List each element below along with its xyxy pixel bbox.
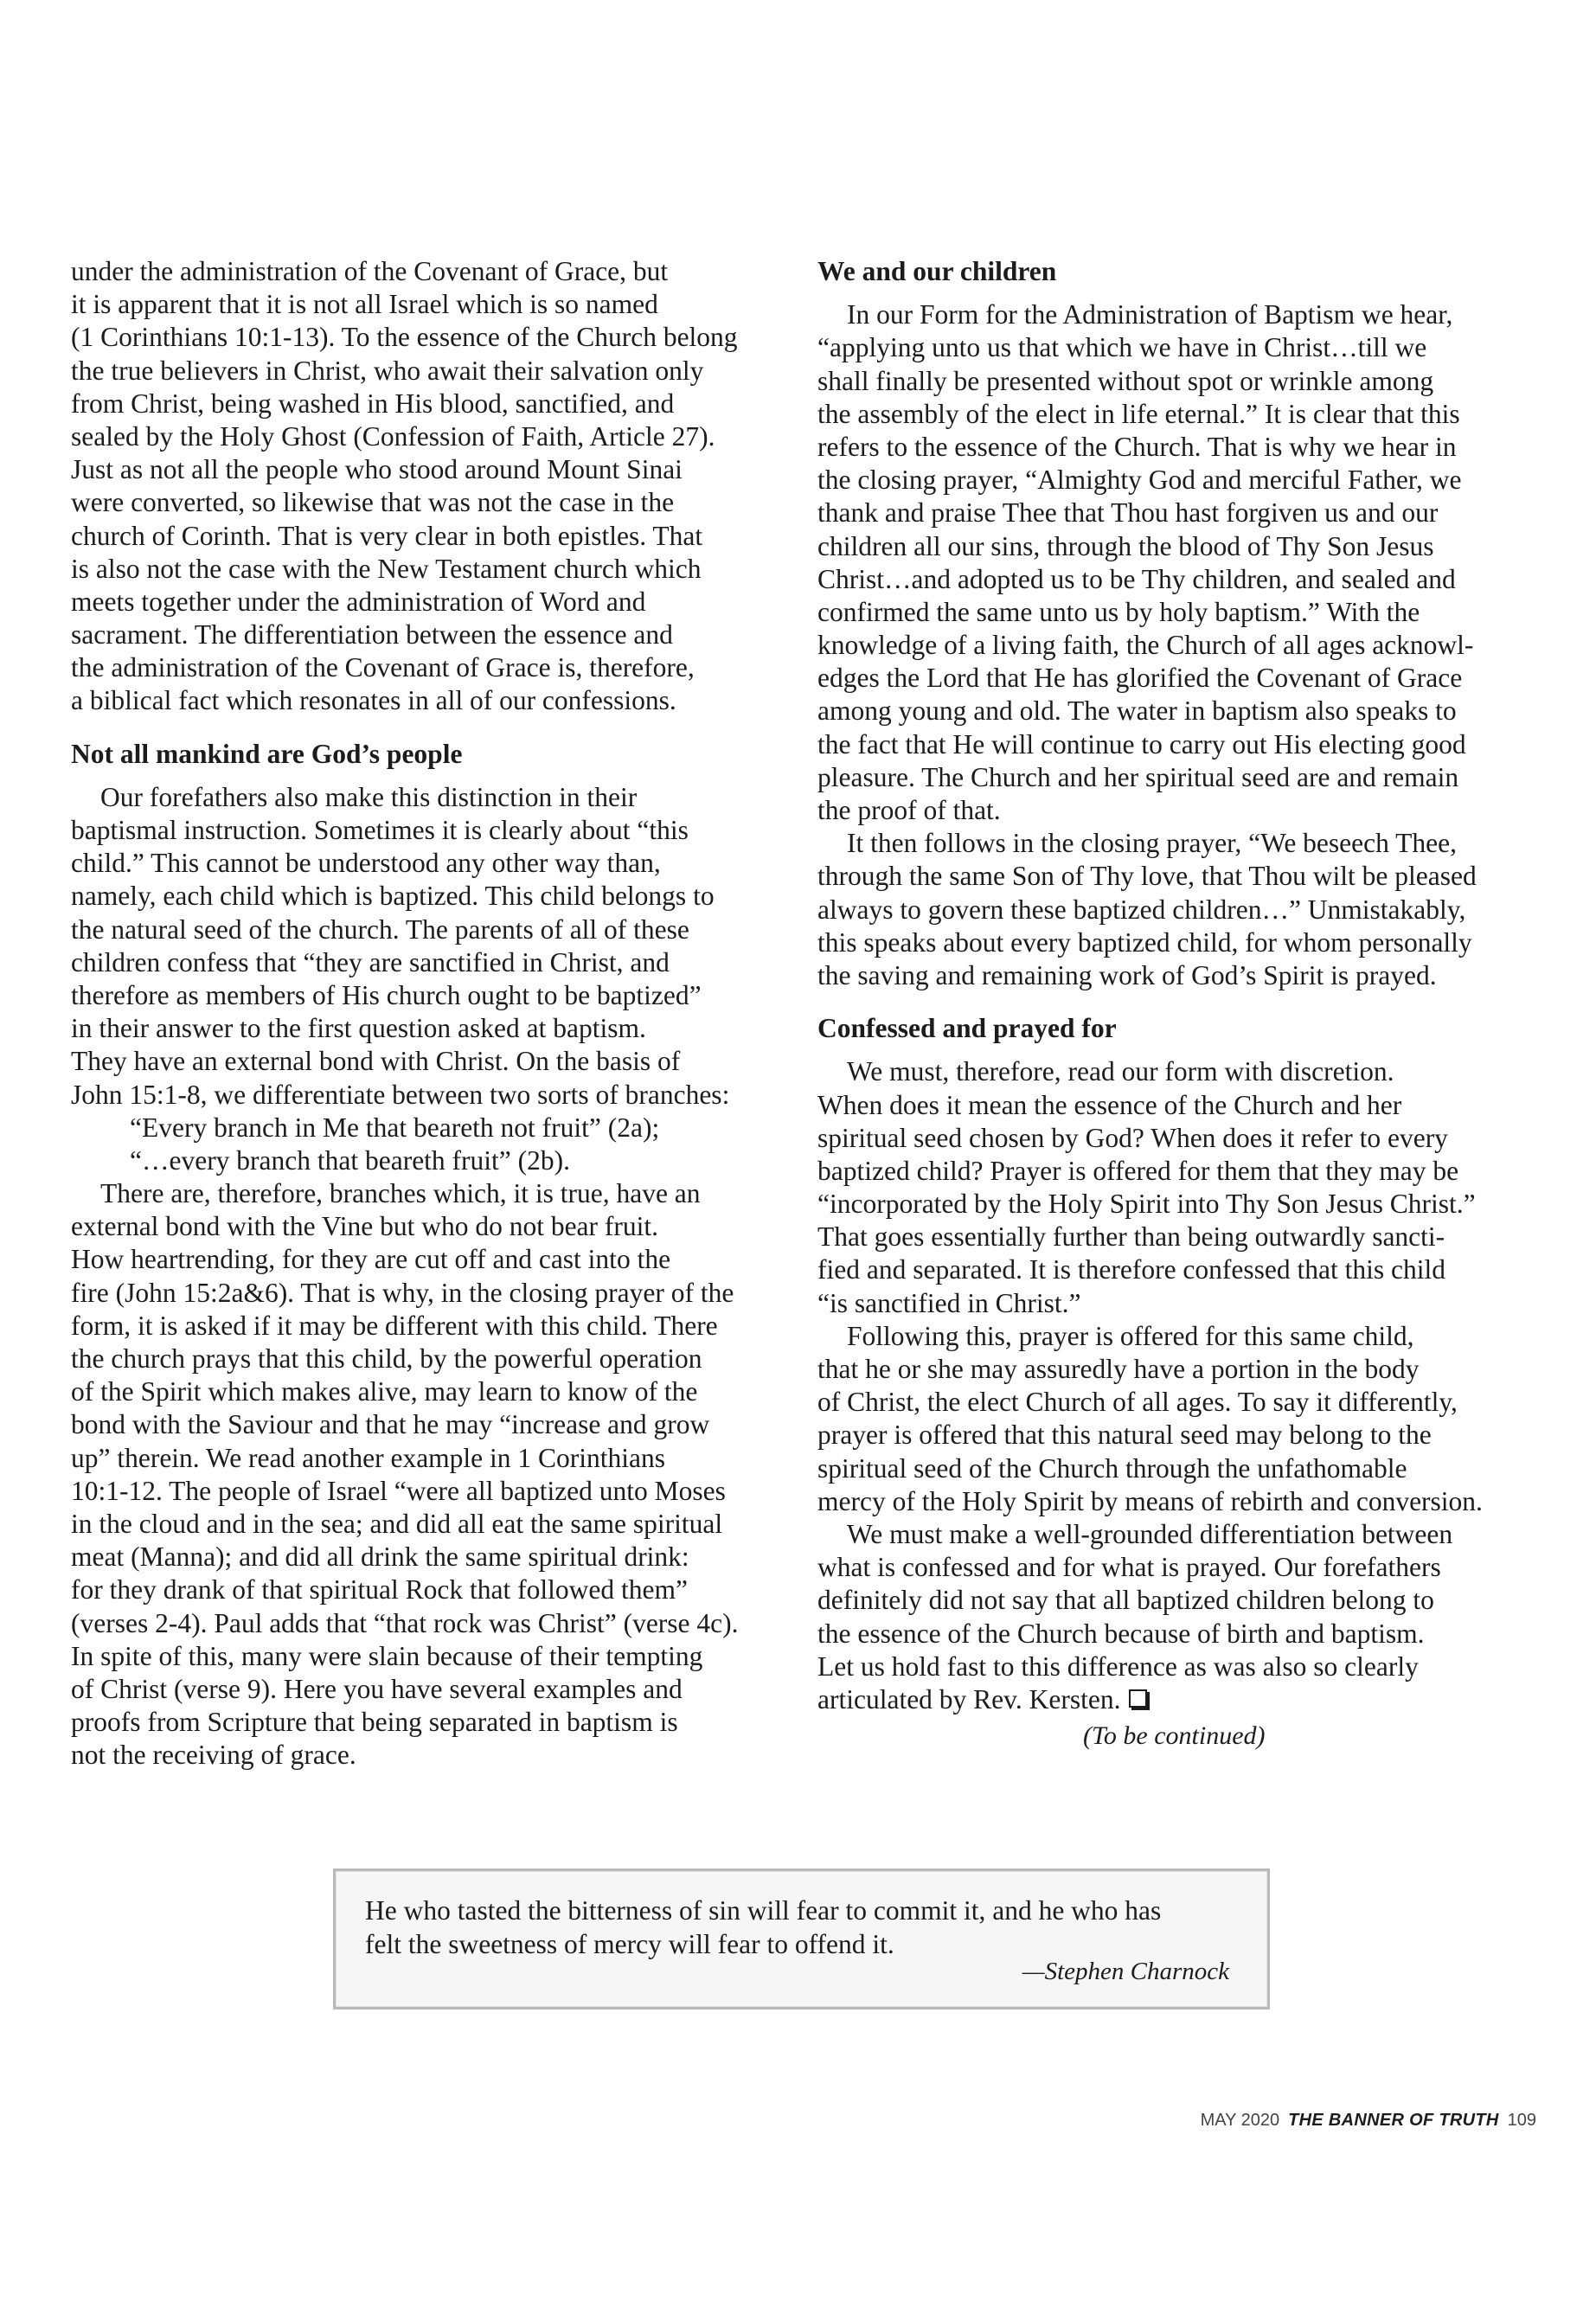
- text-line: children confess that “they are sanctified in Christ, and: [71, 946, 670, 977]
- text-line: baptismal instruction. Sometimes it is clearly about “this: [71, 815, 689, 845]
- text-line: confirmed the same unto us by holy baptism.” With the: [817, 596, 1420, 627]
- text-line: Christ…and adopted us to be Thy children, and sealed and: [817, 563, 1456, 594]
- text-line: meets together under the administration of Word and: [71, 586, 646, 617]
- text-line: knowledge of a living faith, the Church of all ages acknowl-: [817, 630, 1474, 661]
- to-be-continued: (To be continued): [1083, 1721, 1266, 1751]
- text-line: spiritual seed of the Church through the unfathomable: [817, 1452, 1407, 1484]
- text-line: the church prays that this child, by the powerful operation: [71, 1343, 702, 1374]
- text-line: baptized child? Prayer is offered for them that they may be: [817, 1155, 1459, 1186]
- text-line: the essence of the Church because of birth and baptism.: [817, 1618, 1425, 1649]
- text-line: shall finally be presented without spot or wrinkle among: [817, 365, 1434, 396]
- paragraph: [817, 827, 1535, 992]
- page-number: 109: [1507, 2111, 1536, 2130]
- text-line: definitely did not say that all baptized children belong to: [817, 1585, 1434, 1616]
- text-line: the true believers in Christ, who await their salvation only: [71, 355, 704, 386]
- publication-title: THE BANNER OF TRUTH: [1288, 2111, 1499, 2130]
- text-line: the saving and remaining work of God’s Spirit is prayed.: [817, 959, 1437, 990]
- text-line: When does it mean the essence of the Church and her: [817, 1089, 1402, 1120]
- text-line: among young and old. The water in baptism also speaks to: [817, 695, 1457, 727]
- text-line: proofs from Scripture that being separated in baptism is: [71, 1707, 678, 1738]
- end-of-article-icon: [1129, 1689, 1147, 1708]
- text-line: is also not the case with the New Testament church which: [71, 553, 702, 584]
- text-line: mercy of the Holy Spirit by means of rebirth and conversion.: [817, 1485, 1483, 1516]
- text-line: through the same Son of Thy love, that Thou wilt be pleased: [817, 861, 1477, 892]
- text-line: children all our sins, through the blood of Thy Son Jesus: [817, 530, 1434, 561]
- text-line: In spite of this, many were slain because of their tempting: [71, 1640, 703, 1671]
- paragraph: [71, 1177, 780, 1772]
- text-line-last: [817, 1683, 1535, 1716]
- text-line: it is apparent that it is not all Israel which is so named: [71, 289, 658, 320]
- text-line: meat (Manna); and did all drink the same spiritual drink:: [71, 1541, 689, 1573]
- text-line: edges the Lord that He has glorified the Covenant of Grace: [817, 663, 1463, 694]
- paragraph: [71, 255, 780, 718]
- text-line: How heartrending, for they are cut off and cast into the: [71, 1244, 671, 1275]
- paragraph: [817, 298, 1535, 827]
- text-line: in the cloud and in the sea; and did all eat the same spiritual: [71, 1508, 723, 1539]
- text-line: They have an external bond with Christ. On the basis of: [71, 1046, 681, 1077]
- text-line: form, it is asked if it may be different with this child. There: [71, 1310, 718, 1341]
- text-line: not the receiving of grace.: [71, 1740, 356, 1771]
- text-line: Let us hold fast to this difference as was also so clearly: [817, 1650, 1419, 1682]
- text-line: for they drank of that spiritual Rock that followed them”: [71, 1574, 688, 1606]
- text-line: the fact that He will continue to carry out His electing good: [817, 728, 1466, 760]
- text-line: (1 Corinthians 10:1-13). To the essence of the Church belong: [71, 322, 738, 353]
- text-span: articulated by Rev. Kersten.: [817, 1683, 1121, 1715]
- quote-line: “Every branch in Me that beareth not fruit” (2a);: [130, 1112, 660, 1143]
- text-line: sacrament. The differentiation between the essence and: [71, 619, 673, 651]
- text-line: church of Corinth. That is very clear in both epistles. That: [71, 520, 703, 551]
- text-line: It then follows in the closing prayer, “We beseech Thee,: [847, 828, 1457, 859]
- text-line: prayer is offered that this natural seed may belong to the: [817, 1420, 1432, 1451]
- text-line: There are, therefore, branches which, it is true, have an: [100, 1178, 701, 1209]
- text-line: namely, each child which is baptized. This child belongs to: [71, 881, 715, 912]
- text-line: Just as not all the people who stood around Mount Sinai: [71, 454, 683, 485]
- text-line: child.” This cannot be understood any other way than,: [71, 848, 661, 879]
- text-line: a biblical fact which resonates in all of our confessions.: [71, 685, 676, 716]
- text-line: the assembly of the elect in life eternal.” It is clear that this: [817, 398, 1460, 429]
- text-line: refers to the essence of the Church. That is why we hear in: [817, 431, 1457, 462]
- paragraph: [817, 1055, 1535, 1320]
- text-line: 10:1-12. The people of Israel “were all baptized unto Moses: [71, 1475, 726, 1506]
- text-line: the natural seed of the church. The parents of all of these: [71, 913, 689, 945]
- text-line: of the Spirit which makes alive, may learn to know of the: [71, 1376, 698, 1407]
- text-line: what is confessed and for what is prayed. Our forefathers: [817, 1552, 1441, 1583]
- text-line: that he or she may assuredly have a portion in the body: [817, 1354, 1420, 1384]
- text-line: the closing prayer, “Almighty God and merciful Father, we: [817, 465, 1462, 496]
- section-heading: We and our children: [817, 256, 1057, 286]
- text-line: Following this, prayer is offered for this same child,: [847, 1320, 1414, 1351]
- text-line: We must make a well-grounded differentiation between: [847, 1518, 1453, 1549]
- text-line: “applying unto us that which we have in Christ…till we: [817, 332, 1427, 363]
- text-line: (verses 2-4). Paul adds that “that rock was Christ” (verse 4c).: [71, 1607, 739, 1638]
- right-column: [817, 255, 1535, 1753]
- text-line: In our Form for the Administration of Baptism we hear,: [847, 299, 1453, 330]
- text-line: the proof of that.: [817, 795, 1001, 825]
- text-line: “incorporated by the Holy Spirit into Thy Son Jesus Christ.”: [817, 1189, 1476, 1220]
- text-line: fied and separated. It is therefore confessed that this child: [817, 1254, 1445, 1285]
- paragraph: [71, 781, 780, 1112]
- text-line: spiritual seed chosen by God? When does it refer to every: [817, 1122, 1448, 1153]
- text-line: of Christ, the elect Church of all ages. To say it differently,: [817, 1387, 1458, 1418]
- pull-quote-box: [333, 1868, 1270, 2009]
- section-heading: Not all mankind are God’s people: [71, 738, 463, 769]
- text-line: fire (John 15:2a&6). That is why, in the closing prayer of the: [71, 1277, 734, 1308]
- text-line: from Christ, being washed in His blood, sanctified, and: [71, 388, 675, 419]
- text-line: therefore as members of His church ought to be baptized”: [71, 979, 702, 1010]
- text-line: the administration of the Covenant of Grace is, therefore,: [71, 652, 695, 683]
- page-footer: [1201, 2111, 1536, 2131]
- text-line: were converted, so likewise that was not the case in the: [71, 487, 675, 518]
- text-line: sealed by the Holy Ghost (Confession of Faith, Article 27).: [71, 420, 715, 452]
- paragraph: [817, 1518, 1535, 1716]
- text-line: We must, therefore, read our form with discretion.: [847, 1056, 1394, 1087]
- pull-quote-line: He who tasted the bitterness of sin will fear to commit it, and he who has: [365, 1895, 1162, 1926]
- section-heading: Confessed and prayed for: [817, 1013, 1117, 1044]
- text-line: in their answer to the first question asked at baptism.: [71, 1013, 646, 1044]
- paragraph: [817, 1320, 1535, 1518]
- issue-date: MAY 2020: [1200, 2111, 1280, 2130]
- text-line: That goes essentially further than being outwardly sancti-: [817, 1221, 1445, 1253]
- left-column: [71, 255, 780, 1772]
- text-line: this speaks about every baptized child, for whom personally: [817, 926, 1472, 958]
- text-line: thank and praise Thee that Thou hast forgiven us and our: [817, 497, 1439, 529]
- text-line: Our forefathers also make this distinction in their: [100, 781, 638, 812]
- text-line: pleasure. The Church and her spiritual seed are and remain: [817, 761, 1459, 792]
- text-line: under the administration of the Covenant of Grace, but: [71, 256, 669, 286]
- text-line: bond with the Saviour and that he may “increase and grow: [71, 1409, 710, 1440]
- text-line: up” therein. We read another example in 1 Corinthians: [71, 1442, 666, 1473]
- text-line: John 15:1-8, we differentiate between two sorts of branches:: [71, 1079, 730, 1110]
- text-line: “is sanctified in Christ.”: [817, 1287, 1081, 1318]
- text-line: always to govern these baptized children…” Unmistakably,: [817, 894, 1466, 925]
- text-line: of Christ (verse 9). Here you have several examples and: [71, 1673, 683, 1704]
- text-line: external bond with the Vine but who do not bear fruit.: [71, 1211, 659, 1242]
- pull-quote-author: —Stephen Charnock: [1022, 1958, 1229, 1985]
- scripture-quote: [71, 1112, 780, 1177]
- pull-quote-line: felt the sweetness of mercy will fear to offend it.: [365, 1929, 894, 1959]
- quote-line: “…every branch that beareth fruit” (2b).: [130, 1144, 570, 1176]
